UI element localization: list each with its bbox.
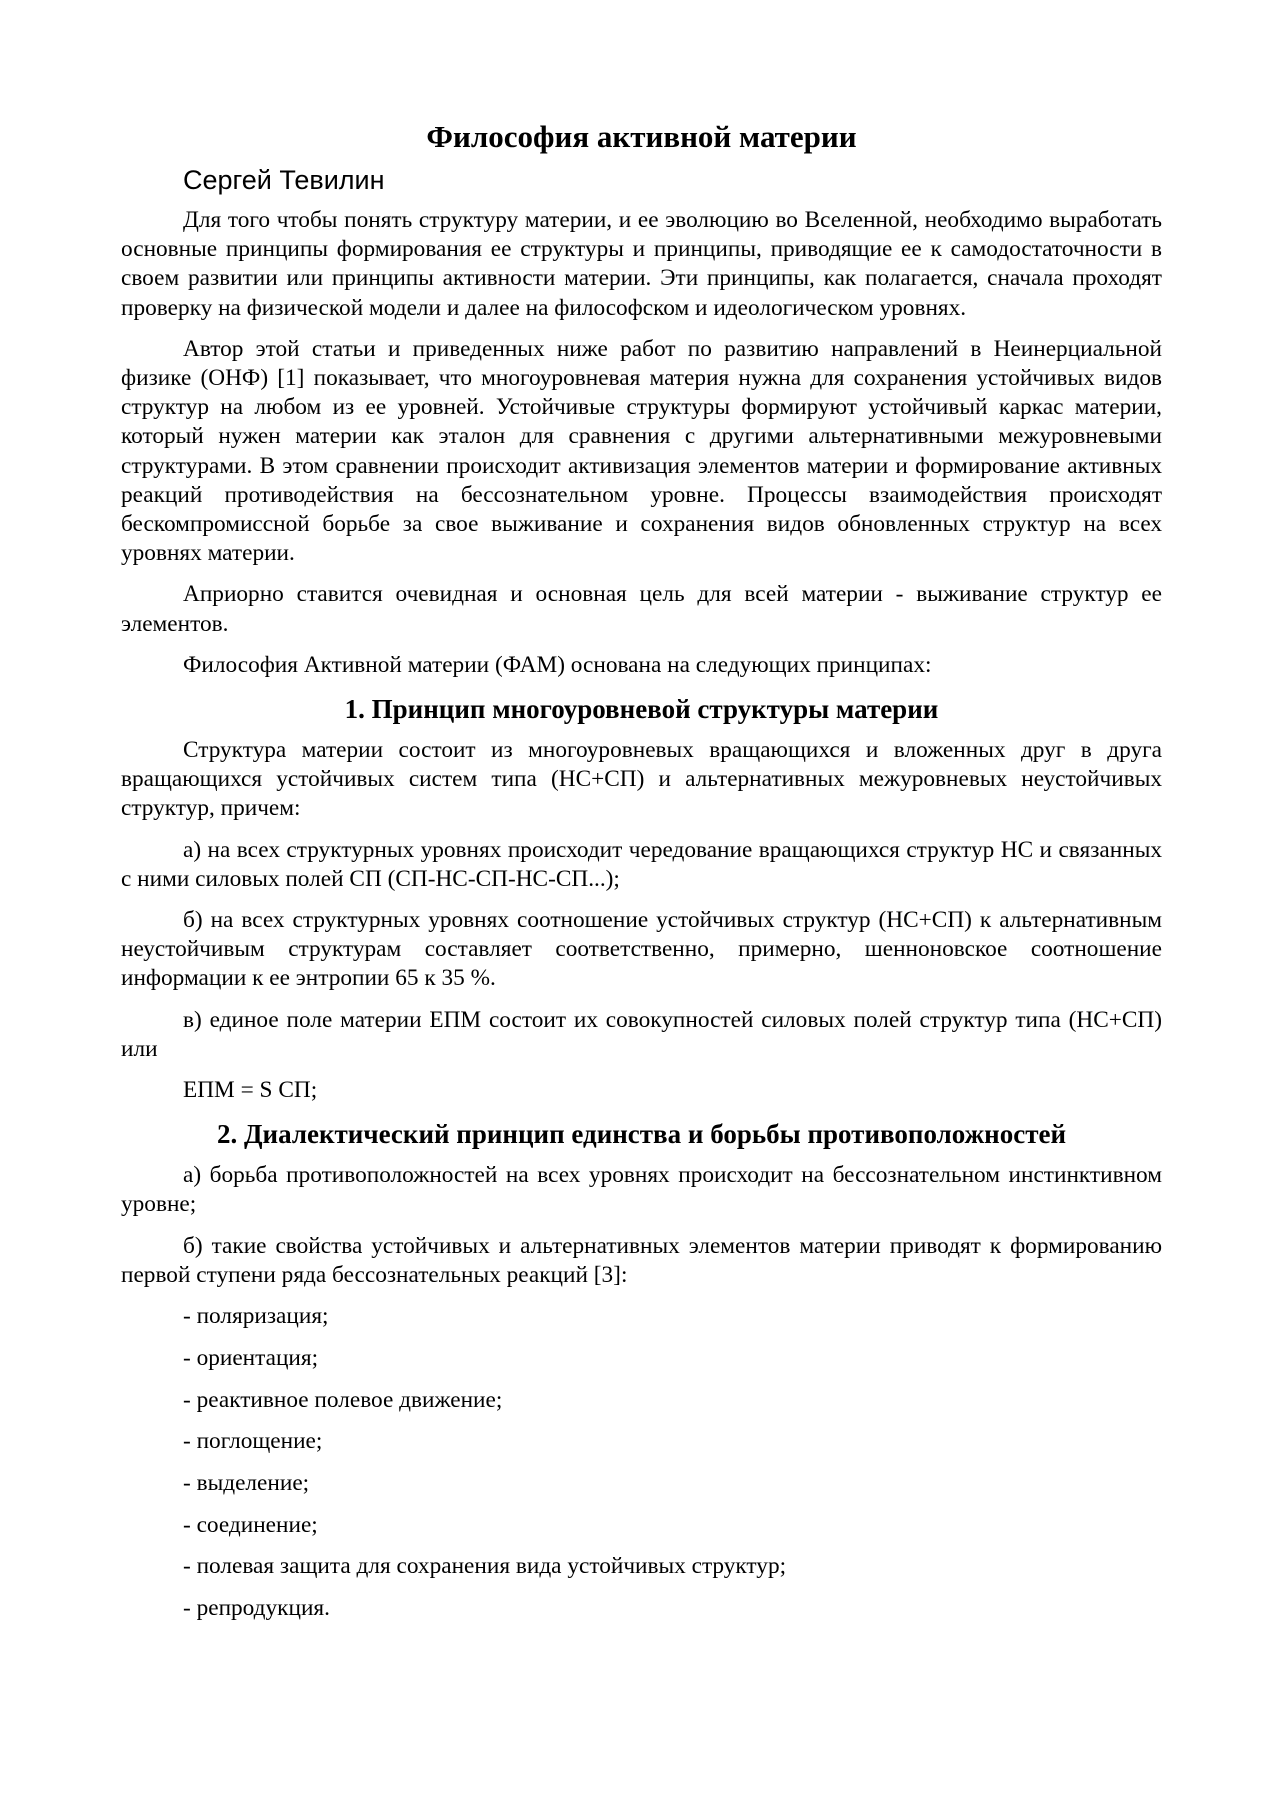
section-1-heading: 1. Принцип многоуровневой структуры материи [344,694,939,725]
section-1-paragraph-1: Структура материи состоит из многоуровневых вращающихся и вложенных друг в друга вращающихся устойчивых систем типа (НС+СП) и альтернативных межуровневых неустойчивых структур, причем: [121,737,1162,822]
list-item: - реактивное полевое движение; [183,1386,503,1413]
section-2-item-a: а) борьба противоположностей на всех уровнях происходит на бессознательном инстинктивном уровне; [121,1162,1162,1218]
formula-line: ЕПМ = S СП; [183,1077,318,1104]
list-item: - поглощение; [183,1428,323,1455]
section-2-heading: 2. Диалектический принцип единства и борьбы противоположностей [216,1119,1066,1150]
document-author: Сергей Тевилин [183,165,385,195]
section-1-item-c: в) единое поле материи ЕПМ состоит их совокупностей силовых полей структур типа (НС+СП) или [121,1006,1162,1062]
list-item: - ориентация; [183,1344,319,1371]
intro-paragraph-3: Априорно ставится очевидная и основная цель для всей материи - выживание структур ее элементов. [121,581,1162,637]
intro-paragraph-2: Автор этой статьи и приведенных ниже работ по развитию направлений в Неинерциальной физике (ОНФ) [1] показывает, что многоуровневая материя нужна для сохранения устойчивых видов структур на любом из ее уровней. Устойчивые структуры формируют устойчивый каркас материи, который нужен материи как эталон для сравнения с другими альтернативными межуровневыми структурами. В этом сравнении происходит активизация элементов материи и формирование активных реакций противодействия на бессознательном уровне. Процессы взаимодействия происходят бескомпромиссной борьбе за свое выживание и сохранения видов обновленных структур на всех уровнях материи. [121,335,1162,567]
list-item: - полевая защита для сохранения вида устойчивых структур; [183,1553,787,1580]
intro-paragraph-1: Для того чтобы понять структуру материи, и ее эволюцию во Вселенной, необходимо выработать основные принципы формирования ее структуры и принципы, приводящие ее к самодостаточности в своем развитии или принципы активности материи. Эти принципы, как полагается, сначала проходят проверку на физической модели и далее на философском и идеологическом уровнях. [121,207,1162,321]
list-item: - соединение; [183,1511,318,1538]
document-page [121,118,1162,1636]
section-1-item-a: а) на всех структурных уровнях происходит чередование вращающихся структур НС и связанных с ними силовых полей СП (СП-НС-СП-НС-СП...); [121,836,1162,892]
intro-paragraph-4: Философия Активной материи (ФАМ) основана на следующих принципах: [183,651,932,678]
section-2-item-b: б) такие свойства устойчивых и альтернативных элементов материи приводят к формированию первой ступени ряда бессознательных реакций [3]: [121,1232,1162,1288]
section-1-item-b: б) на всех структурных уровнях соотношение устойчивых структур (НС+СП) к альтернативным неустойчивым структурам составляет соответственно, примерно, шенноновское соотношение информации к ее энтропии 65 к 35 %. [121,907,1162,992]
list-item: - поляризация; [183,1303,329,1330]
document-title: Философия активной материи [426,119,857,154]
list-item: - репродукция. [183,1595,330,1622]
reactions-list [121,1302,1162,1623]
list-item: - выделение; [183,1469,310,1496]
